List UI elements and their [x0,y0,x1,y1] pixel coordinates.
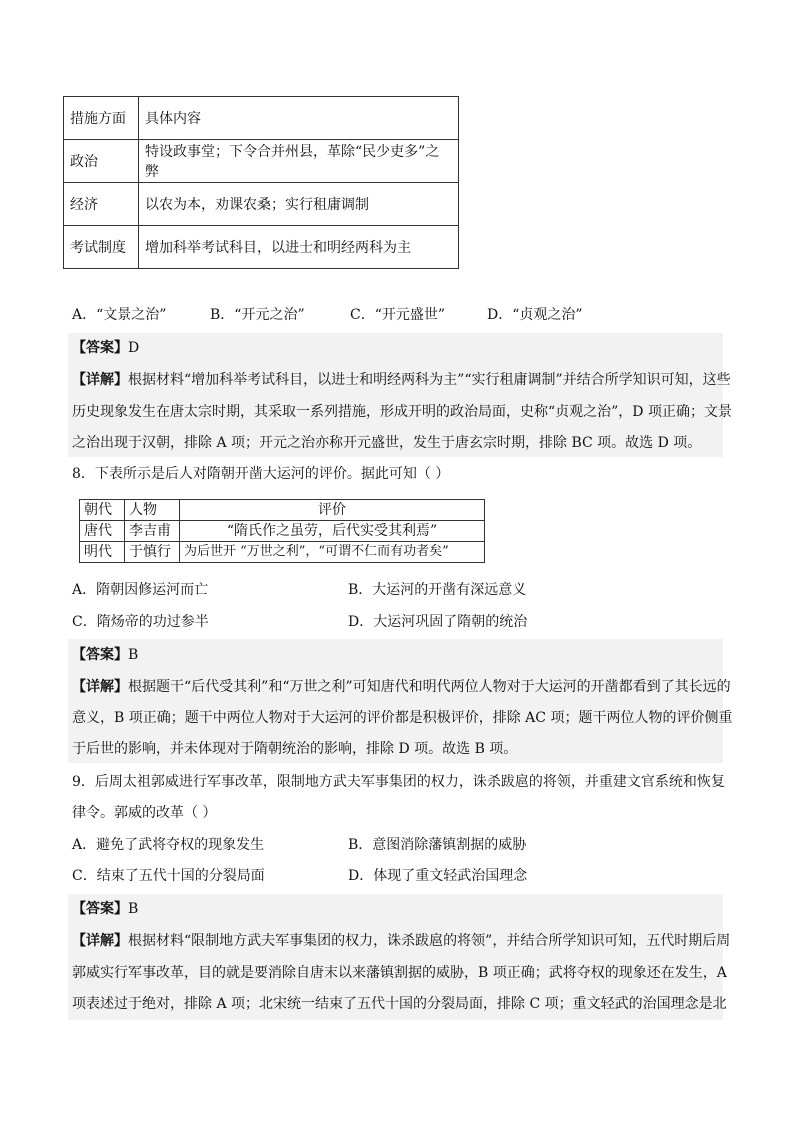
q7-detail-line [72,370,731,390]
q8-detail-line: 意义，B 项正确；题干中两位人物对于大运河的评价都是积极评价，排除 AC 项；题干两位人物的评价侧重 [72,710,733,726]
q9-option-a: A．避免了武将夺权的现象发生 [72,837,265,853]
table-cell: “隋氏作之虽劳，后代实受其利焉” [180,521,485,542]
table-cell: 政治 [64,140,139,183]
answer-label: 【答案】 [72,647,128,663]
detail-text: 根据材料“限制地方武夫军事集团的权力，诛杀跋扈的将领”，并结合所学知识可知，五代时期后周 [128,933,731,949]
detail-label: 【详解】 [72,933,128,949]
q8-detail-line [72,677,731,697]
q7-detail-line: 历史现象发生在唐太宗时期，其采取一系列措施，形成开明的政治局面，史称“贞观之治”，D 项正确；文景 [72,404,732,420]
table-cell: 特设政事堂；下令合并州县，革除“民少吏多”之弊 [139,140,459,183]
table-header-cell: 评价 [180,500,485,521]
q9-option-b: B．意图消除藩镇割据的威胁 [348,837,527,853]
q7-answer [72,338,139,358]
table-cell: 为后世开 “万世之利”，“可谓不仁而有功者矣” [180,542,485,563]
q9-detail-line: 郭威实行军事改革，目的就是要消除自唐末以来藩镇割据的威胁，B 项正确；武将夺权的现象还在发生，A [72,965,727,981]
q9-answer [72,899,138,919]
q7-option-b: B．“开元之治” [210,307,305,323]
q9-stem-line: 律令。郭威的改革（ ） [72,805,217,821]
table-cell: 明代 [80,542,125,563]
canal-evaluation-table [79,499,485,563]
q8-answer [72,645,138,665]
table-cell: 措施方面 [64,97,139,140]
table-cell: 增加科举考试科目，以进士和明经两科为主 [139,226,459,269]
table-row [64,183,459,226]
table-cell: 以农为本，劝课农桑；实行租庸调制 [139,183,459,226]
table-row [64,97,459,140]
table-row [64,226,459,269]
answer-value: D [128,340,140,356]
detail-label: 【详解】 [72,679,128,695]
q9-option-c: C．结束了五代十国的分裂局面 [72,868,265,884]
q8-option-a: A．隋朝因修运河而亡 [72,582,209,598]
q7-option-d: D．“贞观之治” [487,307,583,323]
q8-option-c: C．隋炀帝的功过参半 [72,614,209,630]
q7-option-a: A．“文景之治” [72,307,167,323]
table-cell: 李吉甫 [125,521,180,542]
table-cell: 具体内容 [139,97,459,140]
table-cell: 于慎行 [125,542,180,563]
table-cell: 唐代 [80,521,125,542]
q7-option-c: C．“开元盛世” [350,307,446,323]
q8-stem: 8．下表所示是后人对隋朝开凿大运河的评价。据此可知（ ） [72,466,450,482]
q9-detail-line: 项表述过于绝对，排除 A 项；北宋统一结束了五代十国的分裂局面，排除 C 项；重文轻武的治国理念是北 [72,996,727,1012]
q8-option-b: B．大运河的开凿有深远意义 [348,582,527,598]
table-header-row [80,500,485,521]
detail-text: 根据题干“后代受其利”和“万世之利”可知唐代和明代两位人物对于大运河的开凿都看到了其长远的 [128,679,731,695]
detail-label: 【详解】 [72,372,128,388]
table-row [80,521,485,542]
table-row [80,542,485,563]
table-header-cell: 人物 [125,500,180,521]
q9-option-d: D．体现了重文轻武治国理念 [348,868,528,884]
q9-detail-line [72,931,730,951]
q9-stem-line: 9．后周太祖郭威进行军事改革，限制地方武夫军事集团的权力，诛杀跋扈的将领，并重建文官系统和恢复 [72,774,725,790]
table-cell: 考试制度 [64,226,139,269]
q8-option-d: D．大运河巩固了隋朝的统治 [348,614,528,630]
detail-text: 根据材料“增加科举考试科目，以进士和明经两科为主”“实行租庸调制”并结合所学知识可知，这些 [128,372,731,388]
table-header-cell: 朝代 [80,500,125,521]
table-row [64,140,459,183]
answer-label: 【答案】 [72,340,128,356]
answer-value: B [128,901,139,917]
answer-label: 【答案】 [72,901,128,917]
q7-detail-line: 之治出现于汉朝，排除 A 项；开元之治亦称开元盛世，发生于唐玄宗时期，排除 BC 项。故选 D 项。 [72,435,702,451]
table-cell: 经济 [64,183,139,226]
measures-table [63,96,459,269]
q8-detail-line: 于后世的影响，并未体现对于隋朝统治的影响，排除 D 项。故选 B 项。 [72,741,518,757]
answer-value: B [128,647,139,663]
